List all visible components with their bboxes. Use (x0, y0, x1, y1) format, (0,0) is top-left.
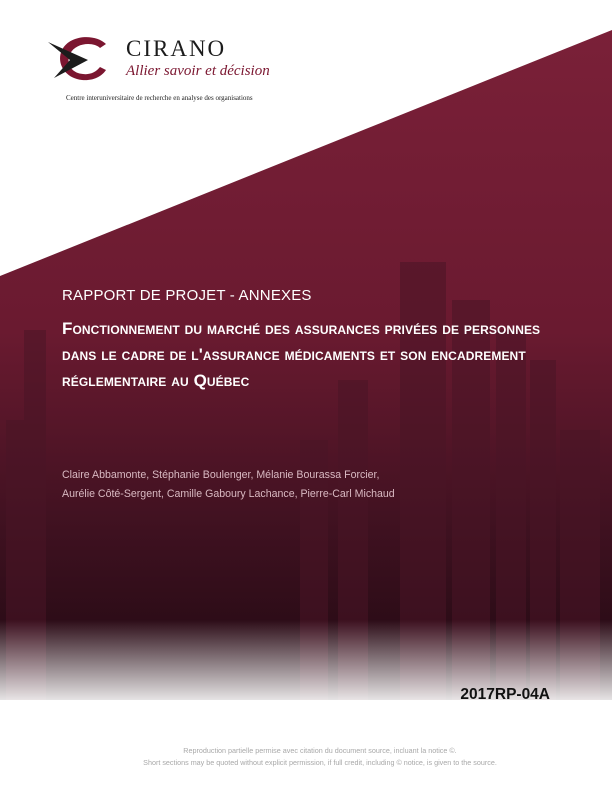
logo-subtitle: Centre interuniversitaire de recherche en analyse des organisations (66, 94, 253, 102)
report-title: Fonctionnement du marché des assurances privées de personnes dans le cadre de l'assurance médicaments et son encadrement réglementaire au Québec (62, 319, 541, 390)
cirano-logo-icon (48, 36, 110, 82)
notice-line-en: Short sections may be quoted without explicit permission, if full credit, including © notice, is given to the source. (143, 758, 497, 767)
authors (62, 466, 542, 504)
cirano-logo (48, 36, 288, 106)
report-number: 2017RP-04A (460, 686, 550, 703)
authors-line: Claire Abbamonte, Stéphanie Boulenger, Mélanie Bourassa Forcier, (62, 469, 380, 481)
logo-name: CIRANO (126, 36, 227, 61)
copyright-notice (0, 745, 612, 769)
authors-line: Aurélie Côté-Sergent, Camille Gaboury Lachance, Pierre-Carl Michaud (62, 488, 395, 500)
report-type: RAPPORT DE PROJET - ANNEXES (62, 287, 312, 304)
logo-tagline: Allier savoir et décision (126, 63, 270, 79)
notice-line-fr: Reproduction partielle permise avec citation du document source, incluant la notice ©. (183, 746, 457, 755)
